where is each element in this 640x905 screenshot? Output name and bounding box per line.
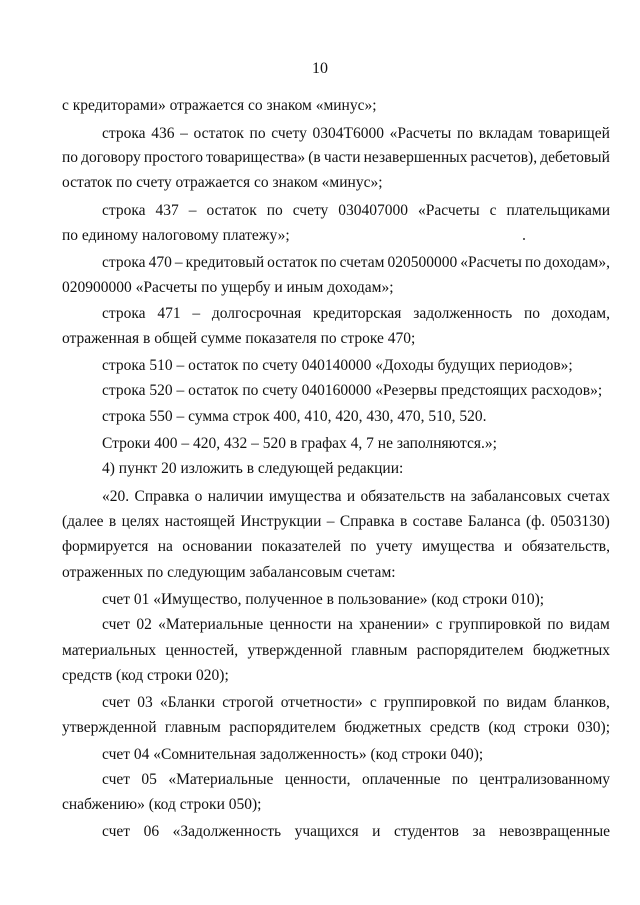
text-line-26: счет 04 «Сомнительная задолженность» (код строки 040); [102, 746, 484, 763]
text-line-1: с кредиторами» отражается со знаком «минус»; [62, 97, 377, 114]
text-line-6: по единому налоговому платежу»; [62, 227, 290, 244]
text-line-16: «20. Справка о наличии имущества и обязательств на забалансовых счетах [102, 488, 610, 505]
text-line-20: счет 01 «Имущество, полученное в пользование» (код строки 010); [102, 591, 545, 608]
text-line-24: счет 03 «Бланки строгой отчетности» с группировкой по видам бланков, [102, 694, 610, 711]
text-line-18: формируется на основании показателей по учету имущества и обязательств, [62, 538, 610, 555]
text-line-4: остаток по счету отражается со знаком «минус»; [62, 174, 383, 191]
text-line-28: снабжению» (код строки 050); [62, 796, 262, 813]
text-line-3: по договору простого товарищества» (в части незавершенных расчетов), дебетовый [62, 149, 610, 166]
text-line-8: 020900000 «Расчеты по ущербу и иным доходам»; [62, 279, 394, 296]
text-line-27: счет 05 «Материальные ценности, оплаченные по централизованному [102, 771, 610, 788]
text-line-23: средств (код строки 020); [62, 667, 229, 684]
text-line-25: утвержденной главным распорядителем бюджетных средств (код строки 030); [62, 719, 610, 736]
text-line-2: строка 436 – остаток по счету 0304Т6000 «Расчеты по вкладам товарищей [102, 125, 610, 142]
text-line-22: материальных ценностей, утвержденной главным распорядителем бюджетных [62, 642, 610, 659]
page-number: 10 [312, 60, 328, 77]
text-line-21: счет 02 «Материальные ценности на хранении» с группировкой по видам [102, 616, 610, 633]
text-line-13: строка 550 – сумма строк 400, 410, 420, 430, 470, 510, 520. [102, 408, 487, 425]
text-line-10: отраженная в общей сумме показателя по строке 470; [62, 330, 416, 347]
text-line-12: строка 520 – остаток по счету 040160000 «Резервы предстоящих расходов»; [102, 382, 603, 399]
text-line-11: строка 510 – остаток по счету 040140000 «Доходы будущих периодов»; [102, 357, 573, 374]
text-line-14: Строки 400 – 420, 432 – 520 в графах 4, 7 не заполняются.»; [102, 435, 497, 452]
stray-dot [523, 238, 525, 240]
text-line-5: строка 437 – остаток по счету 030407000 «Расчеты с плательщиками [102, 202, 610, 219]
text-line-7: строка 470 – кредитовый остаток по счетам 020500000 «Расчеты по доходам», [102, 254, 610, 271]
text-line-9: строка 471 – долгосрочная кредиторская задолженность по доходам, [102, 305, 610, 322]
text-line-17: (далее в целях настоящей Инструкции – Справка в составе Баланса (ф. 0503130) [62, 513, 610, 530]
text-line-15: 4) пункт 20 изложить в следующей редакции: [102, 460, 404, 477]
text-line-19: отраженных по следующим забалансовым счетам: [62, 564, 396, 581]
text-line-29: счет 06 «Задолженность учащихся и студентов за невозвращенные [102, 823, 610, 840]
